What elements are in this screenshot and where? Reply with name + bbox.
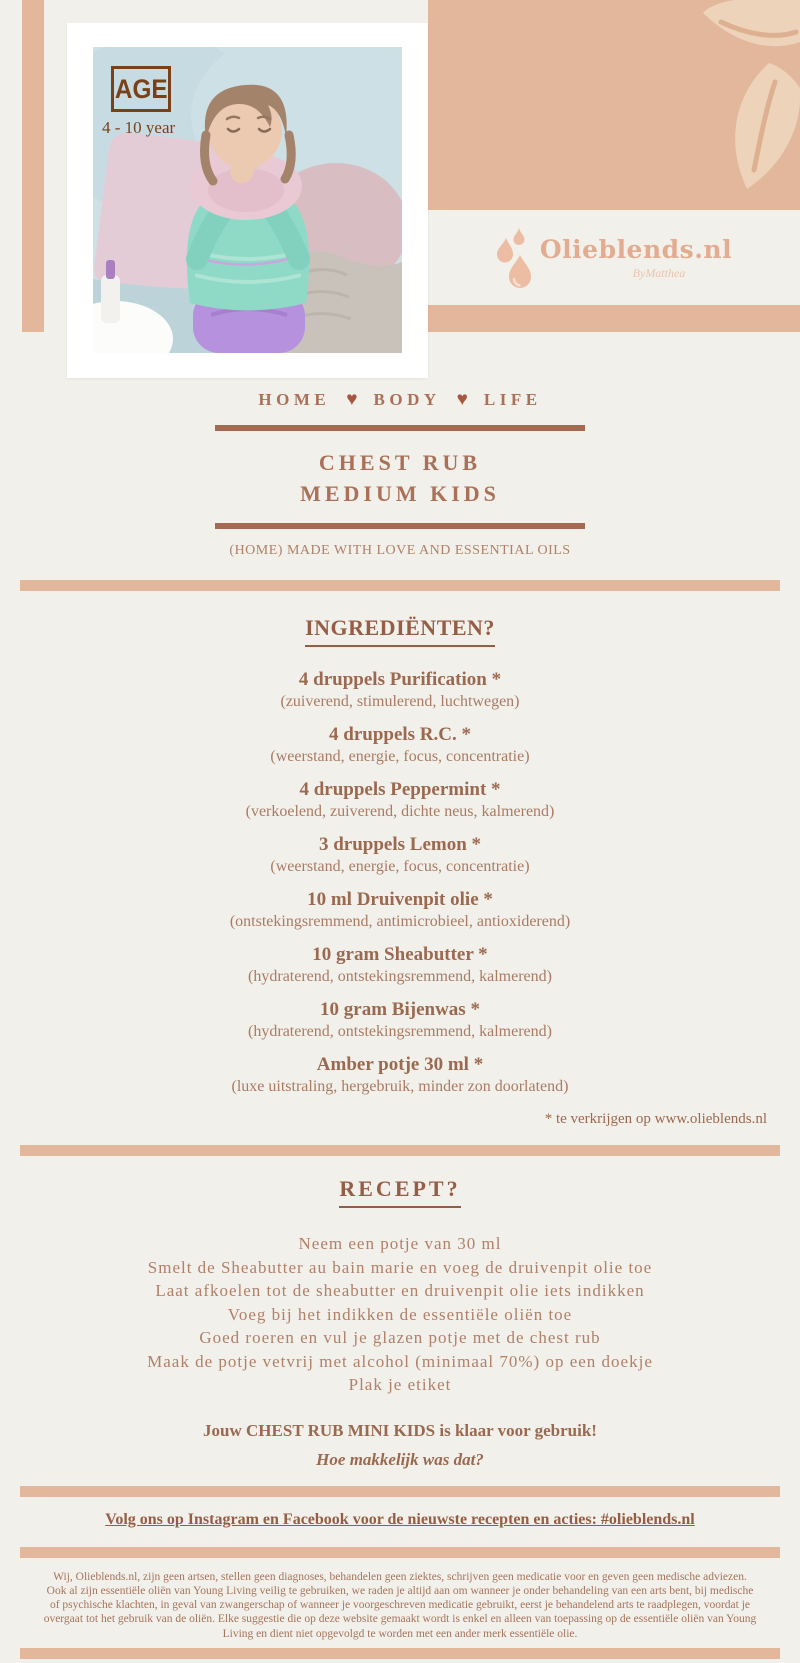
age-badge: [102, 66, 176, 138]
page-title: [0, 447, 800, 509]
section-divider-band: [20, 1547, 780, 1558]
recipe-step: Laat afkoelen tot de sheabutter en druivenpit olie iets indikken: [155, 1281, 645, 1300]
list-item: [0, 669, 800, 713]
recipe-step: Smelt de Sheabutter au bain marie en voeg de druivenpit olie toe: [147, 1257, 653, 1277]
right-accent-block: [428, 0, 800, 332]
tagline-word: HOME: [258, 390, 331, 409]
tagline: [0, 389, 800, 411]
brand-logo: [496, 227, 732, 289]
ready-message: Jouw CHEST RUB MINI KIDS is klaar voor gebruik!: [203, 1420, 597, 1440]
ingredient-description: (weerstand, energie, focus, concentratie): [270, 748, 530, 765]
list-item: [0, 834, 800, 878]
age-box-label: AGE: [114, 73, 168, 104]
availability-note: * te verkrijgen op www.olieblends.nl: [544, 1111, 767, 1127]
section-divider-band: [20, 580, 780, 591]
ingredient-description: (verkoelend, zuiverend, dichte neus, kalmerend): [245, 803, 555, 820]
recipe-step: Plak je etiket: [348, 1375, 452, 1394]
section-divider-band: [20, 1648, 780, 1659]
ingredient-description: (weerstand, energie, focus, concentratie): [270, 858, 530, 875]
list-item: [0, 1054, 800, 1098]
recipe-step: Maak de potje vetvrij met alcohol (minimaal 70%) op een doekje: [147, 1351, 653, 1371]
ingredient-name: Amber potje 30 ml *: [316, 1054, 484, 1075]
disclaimer-text: Wij, Olieblends.nl, zijn geen artsen, stellen geen diagnoses, behandelen geen ziektes, schrijven geen medicatie voor en geven geen medische adviezen. Ook al zijn essentiële oliën van Young Living veilig te gebruiken, we raden je altijd aan om wanneer je onder behandeling van een arts bent, bij medische of psychische klachten, in geval van zwangerschap of wanneer je voorgeschreven medicatie gebruikt, eerst je behandelend arts te raadplegen, voordat je overgaat tot het gebruik van de oliën. Elke suggestie die op deze website gemaakt wordt is enkel en alleen van toepassing op de essentiële oliën van Young Living en dient niet opgevolgd te worden met een ander merk essentiële olie.: [43, 1570, 757, 1640]
tagline-word: LIFE: [483, 390, 542, 409]
ingredient-description: (luxe uitstraling, hergebruik, minder zon doorlatend): [231, 1078, 569, 1095]
list-item: [0, 999, 800, 1043]
tagline-word: BODY: [373, 390, 441, 409]
ingredients-section: [0, 615, 800, 1098]
ingredient-name: 4 druppels R.C. *: [329, 724, 471, 745]
recipe-section: [0, 1176, 800, 1470]
child-photo-illustration: [93, 47, 402, 353]
social-follow-line: Volg ons op Instagram en Facebook voor de nieuwste recepten en acties: #olieblends.nl: [105, 1510, 695, 1528]
left-accent-strip: [22, 0, 44, 332]
divider-rule: [215, 425, 585, 431]
oil-drops-icon: [496, 227, 534, 289]
recipe-step: Voeg bij het indikken de essentiële oliën toe: [227, 1304, 573, 1324]
easy-message: Hoe makkelijk was dat?: [316, 1449, 484, 1469]
ingredient-description: (ontstekingsremmend, antimicrobieel, antioxiderend): [229, 913, 571, 930]
logo-band: [428, 210, 800, 305]
age-box: [111, 66, 171, 112]
header-section: [0, 0, 800, 333]
brand-byline: ByMatthea: [632, 265, 686, 280]
leaf-decoration: [428, 0, 800, 210]
brand-name: Olieblends.nl: [539, 234, 733, 264]
title-line-1: CHEST RUB: [318, 450, 482, 475]
ingredient-name: 4 druppels Peppermint *: [299, 779, 501, 800]
divider-rule: [215, 523, 585, 529]
ingredients-list: [0, 669, 800, 1098]
title-line-2: MEDIUM KIDS: [300, 481, 500, 506]
section-divider-band: [20, 1145, 780, 1156]
ingredients-heading: INGREDIËNTEN?: [0, 615, 800, 647]
ingredient-name: 10 ml Druivenpit olie *: [307, 889, 493, 910]
list-item: [0, 944, 800, 988]
list-item: [0, 779, 800, 823]
recipe-step: Neem een potje van 30 ml: [298, 1234, 502, 1253]
heart-icon: ♥: [346, 389, 358, 410]
ingredient-name: 10 gram Sheabutter *: [312, 944, 488, 965]
ingredient-name: 3 druppels Lemon *: [318, 834, 482, 855]
section-divider-band: [20, 1486, 780, 1497]
ingredient-description: (zuiverend, stimulerend, luchtwegen): [280, 693, 520, 710]
ingredient-name: 4 druppels Purification *: [298, 669, 502, 690]
list-item: [0, 889, 800, 933]
heart-icon: ♥: [456, 389, 468, 410]
recipe-step: Goed roeren en vul je glazen potje met de chest rub: [199, 1328, 601, 1347]
recipe-steps: [0, 1232, 800, 1397]
ingredient-name: 10 gram Bijenwas *: [320, 999, 480, 1020]
age-range-label: 4 - 10 year: [102, 118, 176, 137]
subtitle: (HOME) MADE WITH LOVE AND ESSENTIAL OILS: [229, 543, 571, 558]
ingredient-description: (hydraterend, ontstekingsremmend, kalmerend): [248, 968, 552, 985]
list-item: [0, 724, 800, 768]
photo-card: [67, 23, 428, 378]
recipe-heading: RECEPT?: [0, 1176, 800, 1208]
ingredient-description: (hydraterend, ontstekingsremmend, kalmerend): [248, 1023, 552, 1040]
